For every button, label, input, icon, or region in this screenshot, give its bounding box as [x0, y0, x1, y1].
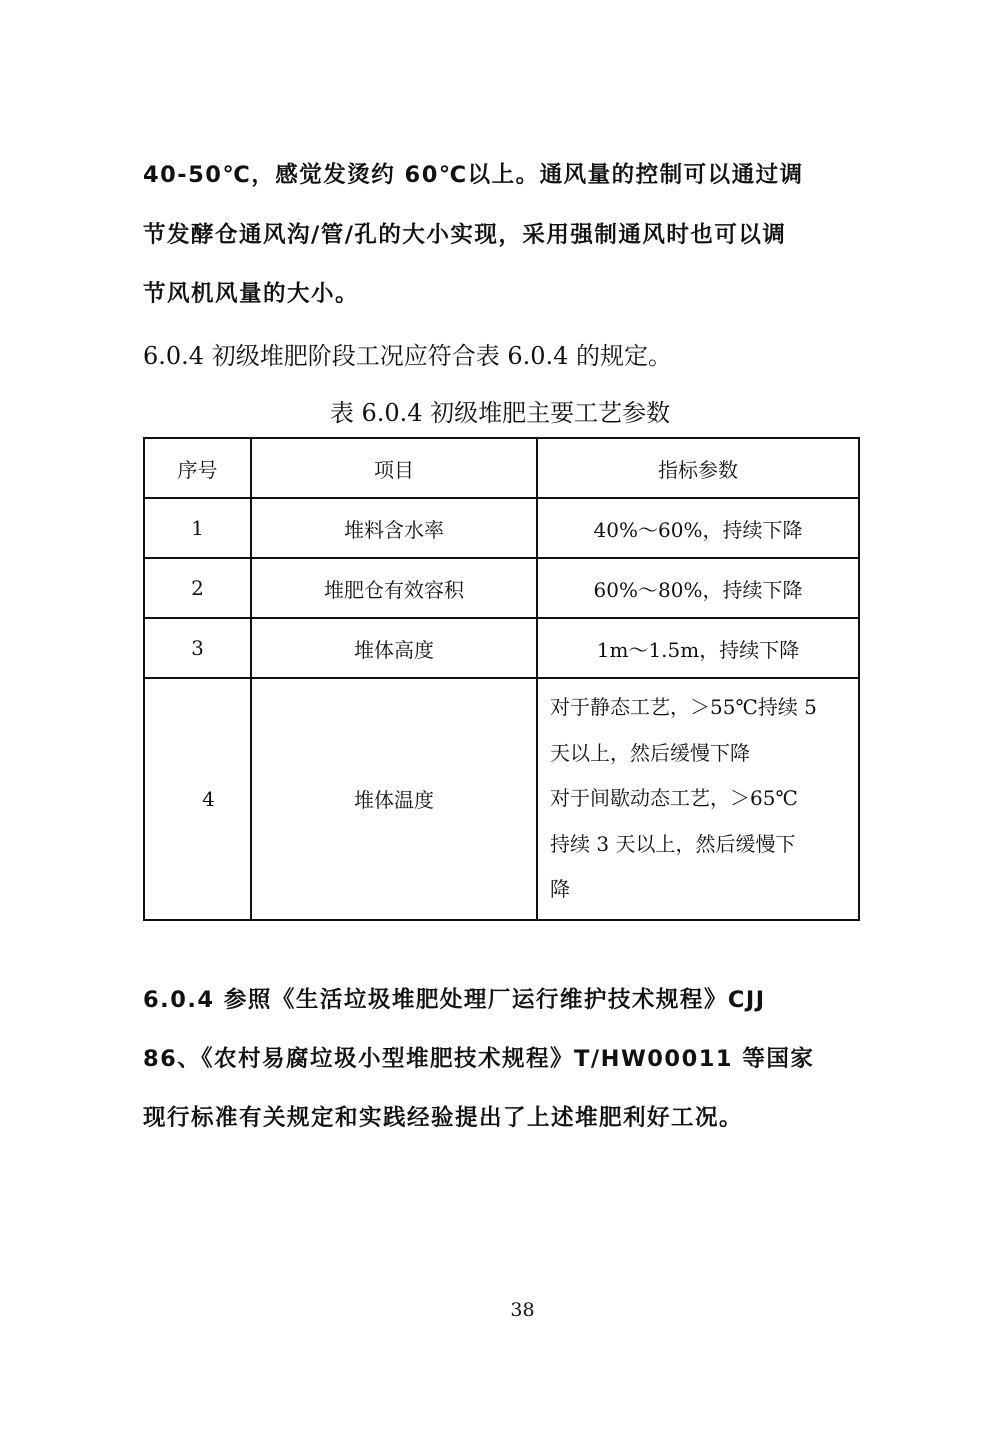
value-line: 天以上，然后缓慢下降	[550, 740, 750, 765]
clause-6-0-4: 6.0.4 初级堆肥阶段工况应符合表 6.0.4 的规定。	[143, 342, 673, 370]
page-number: 38	[510, 1299, 535, 1321]
header-item: 项目	[251, 438, 537, 498]
value-line: 降	[550, 877, 570, 901]
row-value: 1m～1.5m，持续下降	[537, 618, 859, 678]
intro-line-3: 节风机风量的大小。	[143, 281, 360, 307]
table-row	[144, 498, 859, 558]
table-row	[144, 558, 859, 618]
row-item: 堆体高度	[251, 618, 537, 678]
row-value: 60%～80%，持续下降	[537, 558, 859, 618]
table-row	[144, 618, 859, 678]
row-no: 1	[144, 498, 251, 558]
intro-line-1: 40-50℃，感觉发烫约 60℃以上。通风量的控制可以通过调	[143, 162, 804, 188]
value-line: 对于间歇动态工艺，＞65℃	[550, 786, 798, 810]
explanation-line-1: 6.0.4 参照《生活垃圾堆肥处理厂运行维护技术规程》CJJ	[143, 987, 766, 1013]
explanation-line-2: 86、《农村易腐垃圾小型堆肥技术规程》T/HW00011 等国家	[143, 1046, 815, 1072]
table-caption: 表 6.0.4 初级堆肥主要工艺参数	[329, 399, 671, 427]
header-value: 指标参数	[537, 438, 859, 498]
row-item: 堆体温度	[251, 678, 537, 920]
row-no: 4	[144, 678, 251, 920]
row-item: 堆料含水率	[251, 498, 537, 558]
value-line: 对于静态工艺，＞55℃持续 5	[550, 695, 817, 719]
row-no: 2	[144, 558, 251, 618]
process-parameters-table	[143, 437, 860, 921]
row-value: 40%～60%，持续下降	[537, 498, 859, 558]
row-no: 3	[144, 618, 251, 678]
value-line: 持续 3 天以上，然后缓慢下	[550, 831, 796, 856]
table-header-row	[144, 438, 859, 498]
intro-line-2: 节发酵仓通风沟/管/孔的大小实现，采用强制通风时也可以调	[143, 222, 787, 248]
explanation-line-3: 现行标准有关规定和实践经验提出了上述堆肥利好工况。	[143, 1105, 744, 1131]
table-row	[144, 678, 859, 920]
row-value-multiline	[537, 678, 859, 920]
row-item: 堆肥仓有效容积	[251, 558, 537, 618]
header-no: 序号	[144, 438, 251, 498]
